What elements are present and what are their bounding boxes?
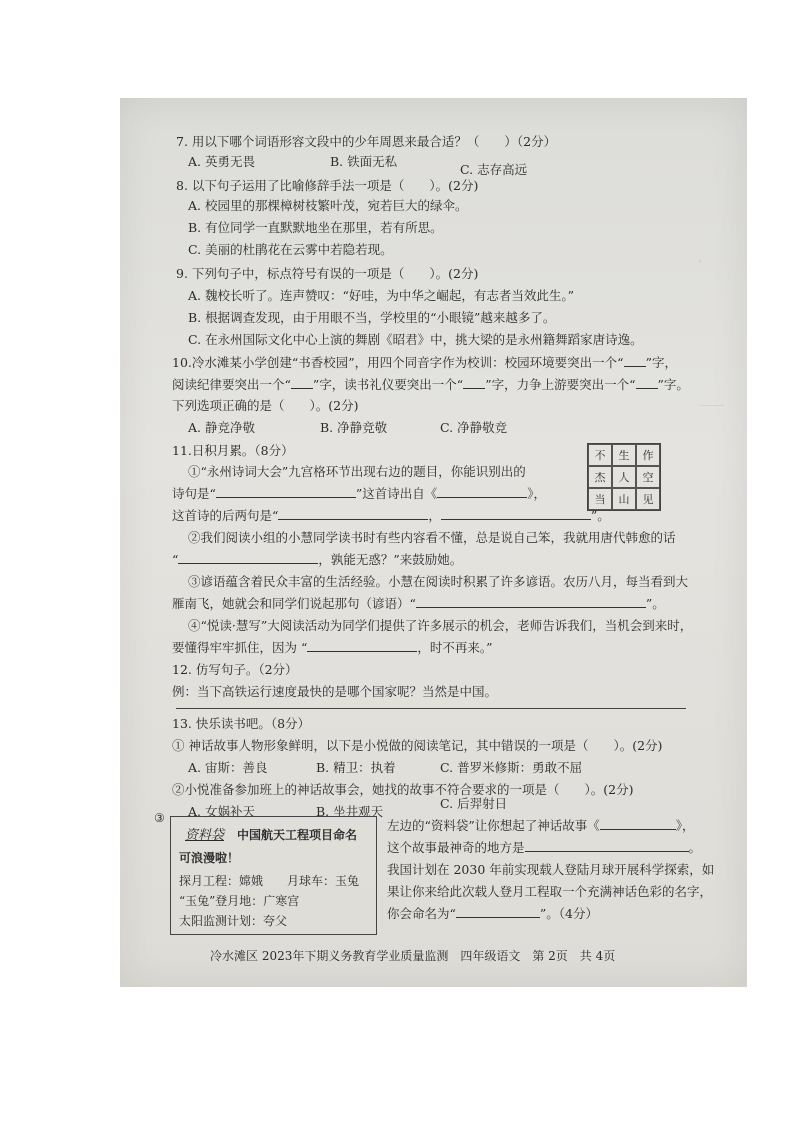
- q13-text: 这个故事最神奇的地方是: [387, 840, 525, 855]
- q10-text: ”字，: [645, 355, 677, 370]
- answer-blank[interactable]: [525, 851, 689, 852]
- q7-option-b: B. 铁面无私: [330, 154, 398, 169]
- grid-cell: 见: [636, 488, 660, 510]
- q9-question: 9. 下列句子中，标点符号有误的一项是（ ）。(2分): [176, 266, 479, 281]
- info-box-heading: 中国航天工程项目命名: [237, 828, 358, 842]
- grid-cell: 空: [636, 466, 660, 488]
- q10-text: ”字，读书礼仪要突出一个“: [312, 377, 464, 392]
- q12-title: 12. 仿写句子。（2分）: [172, 662, 298, 677]
- answer-blank[interactable]: [456, 917, 540, 918]
- q13-sub3-line3: 我国计划在 2030 年前实现载人登陆月球开展科学探索，如: [387, 862, 715, 877]
- info-box-subheading: 可浪漫啦！: [179, 851, 240, 865]
- grid-cell: 人: [612, 466, 636, 488]
- q11-text: 》，: [527, 486, 547, 501]
- grid-cell: 作: [636, 444, 660, 466]
- q11-text: ”这首诗出自《: [355, 486, 438, 501]
- q11-title: 11.日积月累。（8分）: [172, 443, 294, 458]
- q11-text: ，孰能无惑？”来鼓励她。: [318, 552, 463, 567]
- q11-p2-line1: ②我们阅读小组的小慧同学读书时有些内容看不懂，总是说自己笨，我就用唐代韩愈的话: [188, 530, 676, 545]
- answer-blank[interactable]: [437, 497, 527, 498]
- q10-text: ”字，力争上游要突出一个“: [485, 377, 636, 392]
- q13-sub3-line2: [387, 842, 701, 855]
- answer-blank[interactable]: [291, 388, 313, 389]
- q13-sub1-option-a: A. 宙斯：善良: [188, 760, 268, 775]
- q10-option-b: B. 净静竞敬: [320, 420, 388, 435]
- q8-question: 8. 以下句子运用了比喻修辞手法一项是（ ）。(2分): [176, 178, 479, 193]
- q12-example: 例：当下高铁运行速度最快的是哪个国家呢？当然是中国。: [172, 684, 498, 699]
- info-box-tag: 资料袋: [185, 828, 225, 843]
- q11-p4-line1: ④“悦读·慧写”大阅读活动为同学们提供了许多展示的机会，老师告诉我们，当机会到来时，: [188, 618, 693, 633]
- info-box: [170, 816, 377, 935]
- grid-cell: 山: [612, 488, 636, 510]
- q11-p1-line1: ①“永州诗词大会”九宫格环节出现右边的题目，你能识别出的: [188, 464, 526, 479]
- q13-sub3-marker: ③: [154, 811, 165, 825]
- q10-line3: 下列选项正确的是（ ）。(2分): [172, 398, 359, 413]
- photographed-exam-page: [120, 98, 747, 987]
- q10-line2: [172, 379, 689, 392]
- nine-grid-puzzle: [587, 443, 661, 511]
- bleed-through-text: ，: [698, 250, 711, 264]
- grid-cell: 当: [588, 488, 612, 510]
- q7-option-a: A. 英勇无畏: [188, 154, 255, 169]
- q9-option-a: A. 魏校长听了。连声赞叹：“好哇，为中华之崛起，有志者当效此生。”: [188, 288, 575, 303]
- q13-title: 13. 快乐读书吧。（8分）: [172, 716, 311, 731]
- info-box-line1-a: 探月工程：嫦娥: [179, 874, 264, 888]
- q11-text: 这首诗的后两句是“: [172, 508, 279, 523]
- q11-p3-line1: ③谚语蕴含着民众丰富的生活经验。小慧在阅读时积累了许多谚语。农历八月，每当看到大: [188, 574, 689, 589]
- q8-option-c: C. 美丽的杜鹃花在云雾中若隐若现。: [188, 242, 393, 257]
- q11-text: 要懂得牢牢抓住，因为 “: [172, 640, 308, 655]
- q11-text: ，: [428, 508, 441, 523]
- q8-option-a: A. 校园里的那棵樟树枝繁叶茂，宛若巨大的绿伞。: [188, 198, 468, 213]
- q11-text: ”。: [645, 596, 665, 611]
- q7-question: 7. 用以下哪个词语形容文段中的少年周恩来最合适？（ ）（2分）: [176, 134, 557, 149]
- q13-sub3-line1: [387, 820, 695, 833]
- q11-p1-line2: [172, 488, 546, 501]
- q13-text: 》，: [675, 818, 695, 833]
- q13-text: 。: [688, 840, 702, 855]
- grid-cell: 杰: [588, 466, 612, 488]
- q11-p2-line2: [172, 554, 462, 567]
- q13-sub2-option-c: C. 后羿射日: [440, 796, 508, 811]
- page-footer: 冷水滩区 2023年下期义务教育学业质量监测 四年级语文 第 2页 共 4页: [210, 949, 616, 963]
- answer-blank[interactable]: [307, 651, 417, 652]
- grid-cell: 生: [612, 444, 636, 466]
- q10-text: ”字。: [657, 377, 689, 392]
- answer-blank[interactable]: [278, 519, 428, 520]
- q10-line1: [172, 357, 677, 370]
- q13-sub2-option-b: B. 坐井观天: [316, 804, 384, 819]
- q11-p3-line2: [172, 598, 665, 611]
- answer-blank[interactable]: [624, 366, 646, 367]
- bleed-through-text: ——: [700, 398, 724, 412]
- q13-sub1-option-c: C. 普罗米修斯：勇敢不屈: [440, 760, 583, 775]
- q13-text: 你会命名为“: [387, 906, 456, 921]
- q11-text: 诗句是“: [172, 486, 216, 501]
- q9-option-b: B. 根据调查发现，由于用眼不当，学校里的“小眼镜”越来越多了。: [188, 310, 556, 325]
- q10-text: 10.冷水滩某小学创建“书香校园”，用四个同音字作为校训：校园环境要突出一个“: [172, 355, 624, 370]
- info-box-line3: 太阳监测计划：夸父: [179, 914, 288, 928]
- q11-text: ”。: [590, 508, 610, 523]
- q13-text: 左边的“资料袋”让你想起了神话故事《: [387, 818, 600, 833]
- q13-sub1-option-b: B. 精卫：执着: [316, 760, 396, 775]
- q11-text: “: [172, 552, 179, 567]
- q11-p4-line2: [172, 642, 493, 655]
- q11-text: 雁南飞，她就会和同学们说起那句（谚语）“: [172, 596, 416, 611]
- q9-option-c: C. 在永州国际文化中心上演的舞剧《昭君》中，挑大梁的是永州籍舞蹈家唐诗逸。: [188, 332, 643, 347]
- info-box-line2: “玉兔”登月地：广寒宫: [179, 894, 300, 908]
- answer-blank[interactable]: [178, 563, 318, 564]
- q10-option-c: C. 净静敬竞: [440, 420, 508, 435]
- q11-text: ，时不再来。”: [417, 640, 493, 655]
- q13-sub2-option-a: A. 女娲补天: [188, 804, 255, 819]
- answer-blank[interactable]: [636, 388, 658, 389]
- q13-sub1: ① 神话故事人物形象鲜明，以下是小悦做的阅读笔记，其中错误的一项是（ ）。(2分): [172, 738, 663, 753]
- q10-text: 阅读纪律要突出一个“: [172, 377, 291, 392]
- q7-option-c: C. 志存高远: [460, 162, 528, 177]
- q13-sub2: ②小悦准备参加班上的神话故事会，她找的故事不符合要求的一项是（ ）。(2分): [172, 782, 634, 797]
- exam-sheet: [120, 98, 747, 987]
- grid-cell: 不: [588, 444, 612, 466]
- q12-answer-line[interactable]: [176, 708, 686, 709]
- q10-option-a: A. 静竞净敬: [188, 420, 255, 435]
- answer-blank[interactable]: [216, 497, 356, 498]
- answer-blank[interactable]: [416, 607, 646, 608]
- q13-sub3-line5: [387, 908, 598, 921]
- answer-blank[interactable]: [463, 388, 485, 389]
- q11-p1-line3: [172, 510, 610, 523]
- q13-sub3-line4: 果让你来给此次载人登月工程取一个充满神话色彩的名字，: [387, 884, 713, 899]
- answer-blank[interactable]: [600, 829, 676, 830]
- info-box-line1-b: 月球车：玉兔: [287, 874, 360, 888]
- q8-option-b: B. 有位同学一直默默地坐在那里，若有所思。: [188, 220, 443, 235]
- q13-text: ”。（4分）: [539, 906, 598, 921]
- answer-blank[interactable]: [441, 519, 591, 520]
